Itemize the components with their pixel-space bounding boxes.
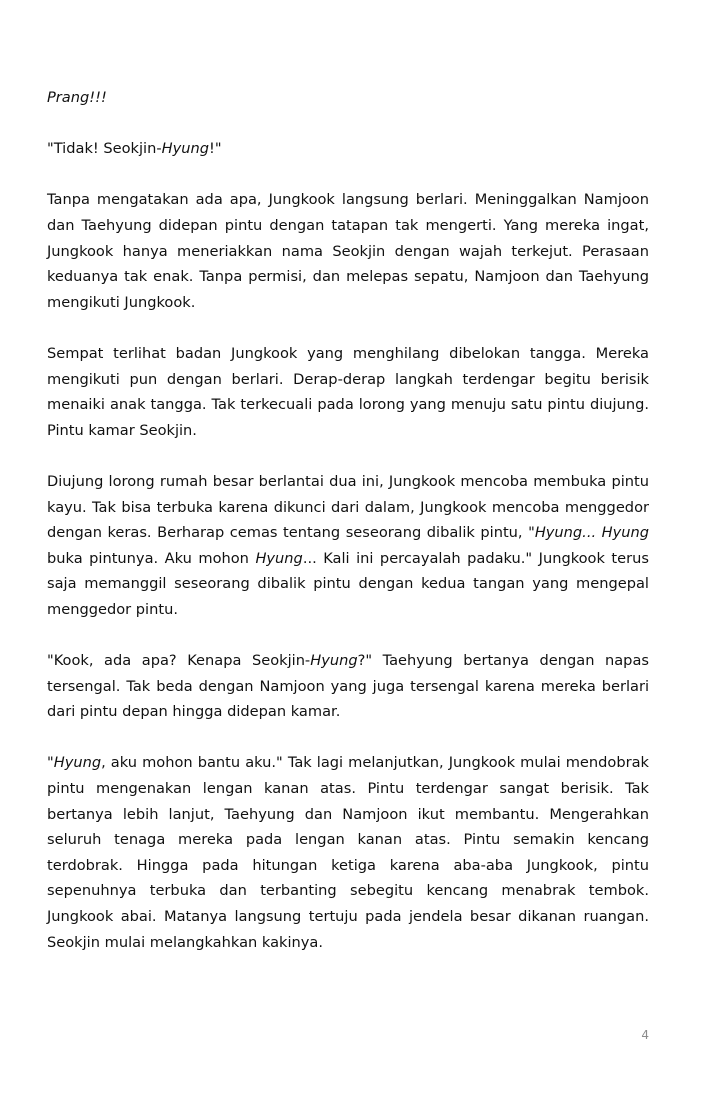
text-run: buka pintunya. Aku mohon — [47, 549, 256, 567]
text-run: "Tidak! Seokjin- — [47, 140, 162, 158]
text-run: Tanpa mengatakan ada apa, Jungkook langsung berlari. Meninggalkan Namjoon dan Taehyung didepan pintu dengan tatapan tak mengerti. Yang mereka ingat, Jungkook hanya meneriakkan nama Seokjin dengan wajah terkejut. Perasaan keduanya tak enak. Tanpa permisi, dan melepas sepatu, Namjoon dan Taehyung mengikuti Jungkook. — [47, 191, 649, 311]
text-run: !" — [209, 140, 222, 158]
document-page — [47, 85, 649, 981]
text-run-italic: Hyung — [53, 754, 102, 772]
text-run: ?" Taehyung bertanya dengan napas tersengal. Tak beda dengan Namjoon yang juga tersengal karena mereka berlari dari pintu depan hingga didepan kamar. — [47, 652, 649, 721]
page-number: 4 — [641, 1028, 649, 1042]
text-run: ... Kali ini percayalah padaku." Jungkook terus saja memanggil seseorang dibalik pintu dengan kedua tangan yang mengepal menggedor pintu. — [47, 549, 649, 618]
text-run-italic: Hyung... Hyung — [534, 524, 650, 542]
paragraph-dialogue-tidak — [47, 136, 649, 162]
text-run-italic: Hyung — [255, 549, 303, 567]
text-run: Sempat terlihat badan Jungkook yang menghilang dibelokan tangga. Mereka mengikuti pun dengan berlari. Derap-derap langkah terdengar begitu berisik menaiki anak tangga. Tak terkecuali pada lorong yang menuju satu pintu diujung. Pintu kamar Seokjin. — [47, 344, 649, 439]
paragraph-prang — [47, 85, 649, 111]
text-run: Diujung lorong rumah besar berlantai dua ini, Jungkook mencoba membuka pintu kayu. Tak bisa terbuka karena dikunci dari dalam, Jungkook mencoba menggedor dengan keras. Berharap cemas tentang seseorang dibalik pintu, " — [47, 472, 649, 542]
paragraph-kook-ada-apa — [47, 648, 649, 725]
text-run: Prang!!! — [47, 89, 107, 106]
text-run-italic: Hyung — [161, 140, 210, 158]
paragraph-tanpa-mengatakan — [47, 187, 649, 315]
text-run: " — [47, 754, 54, 772]
text-run: "Kook, ada apa? Kenapa Seokjin- — [47, 652, 311, 670]
paragraph-diujung-lorong — [47, 469, 649, 623]
paragraph-sempat-terlihat — [47, 341, 649, 443]
text-run-italic: Hyung — [310, 652, 358, 670]
paragraph-hyung-bantu — [47, 750, 649, 955]
text-run: , aku mohon bantu aku." Tak lagi melanjutkan, Jungkook mulai mendobrak pintu mengenakan lengan kanan atas. Pintu terdengar sangat berisik. Tak bertanya lebih lanjut, Taehyung dan Namjoon ikut membantu. Mengerahkan seluruh tenaga mereka pada lengan kanan atas. Pintu semakin kencang terdobrak. Hingga pada hitungan ketiga karena aba-aba Jungkook, pintu sepenuhnya terbuka dan terbanting sebegitu kencang menabrak tembok. Jungkook abai. Matanya langsung tertuju pada jendela besar dikanan ruangan. Seokjin mulai melangkahkan kakinya. — [47, 754, 649, 951]
